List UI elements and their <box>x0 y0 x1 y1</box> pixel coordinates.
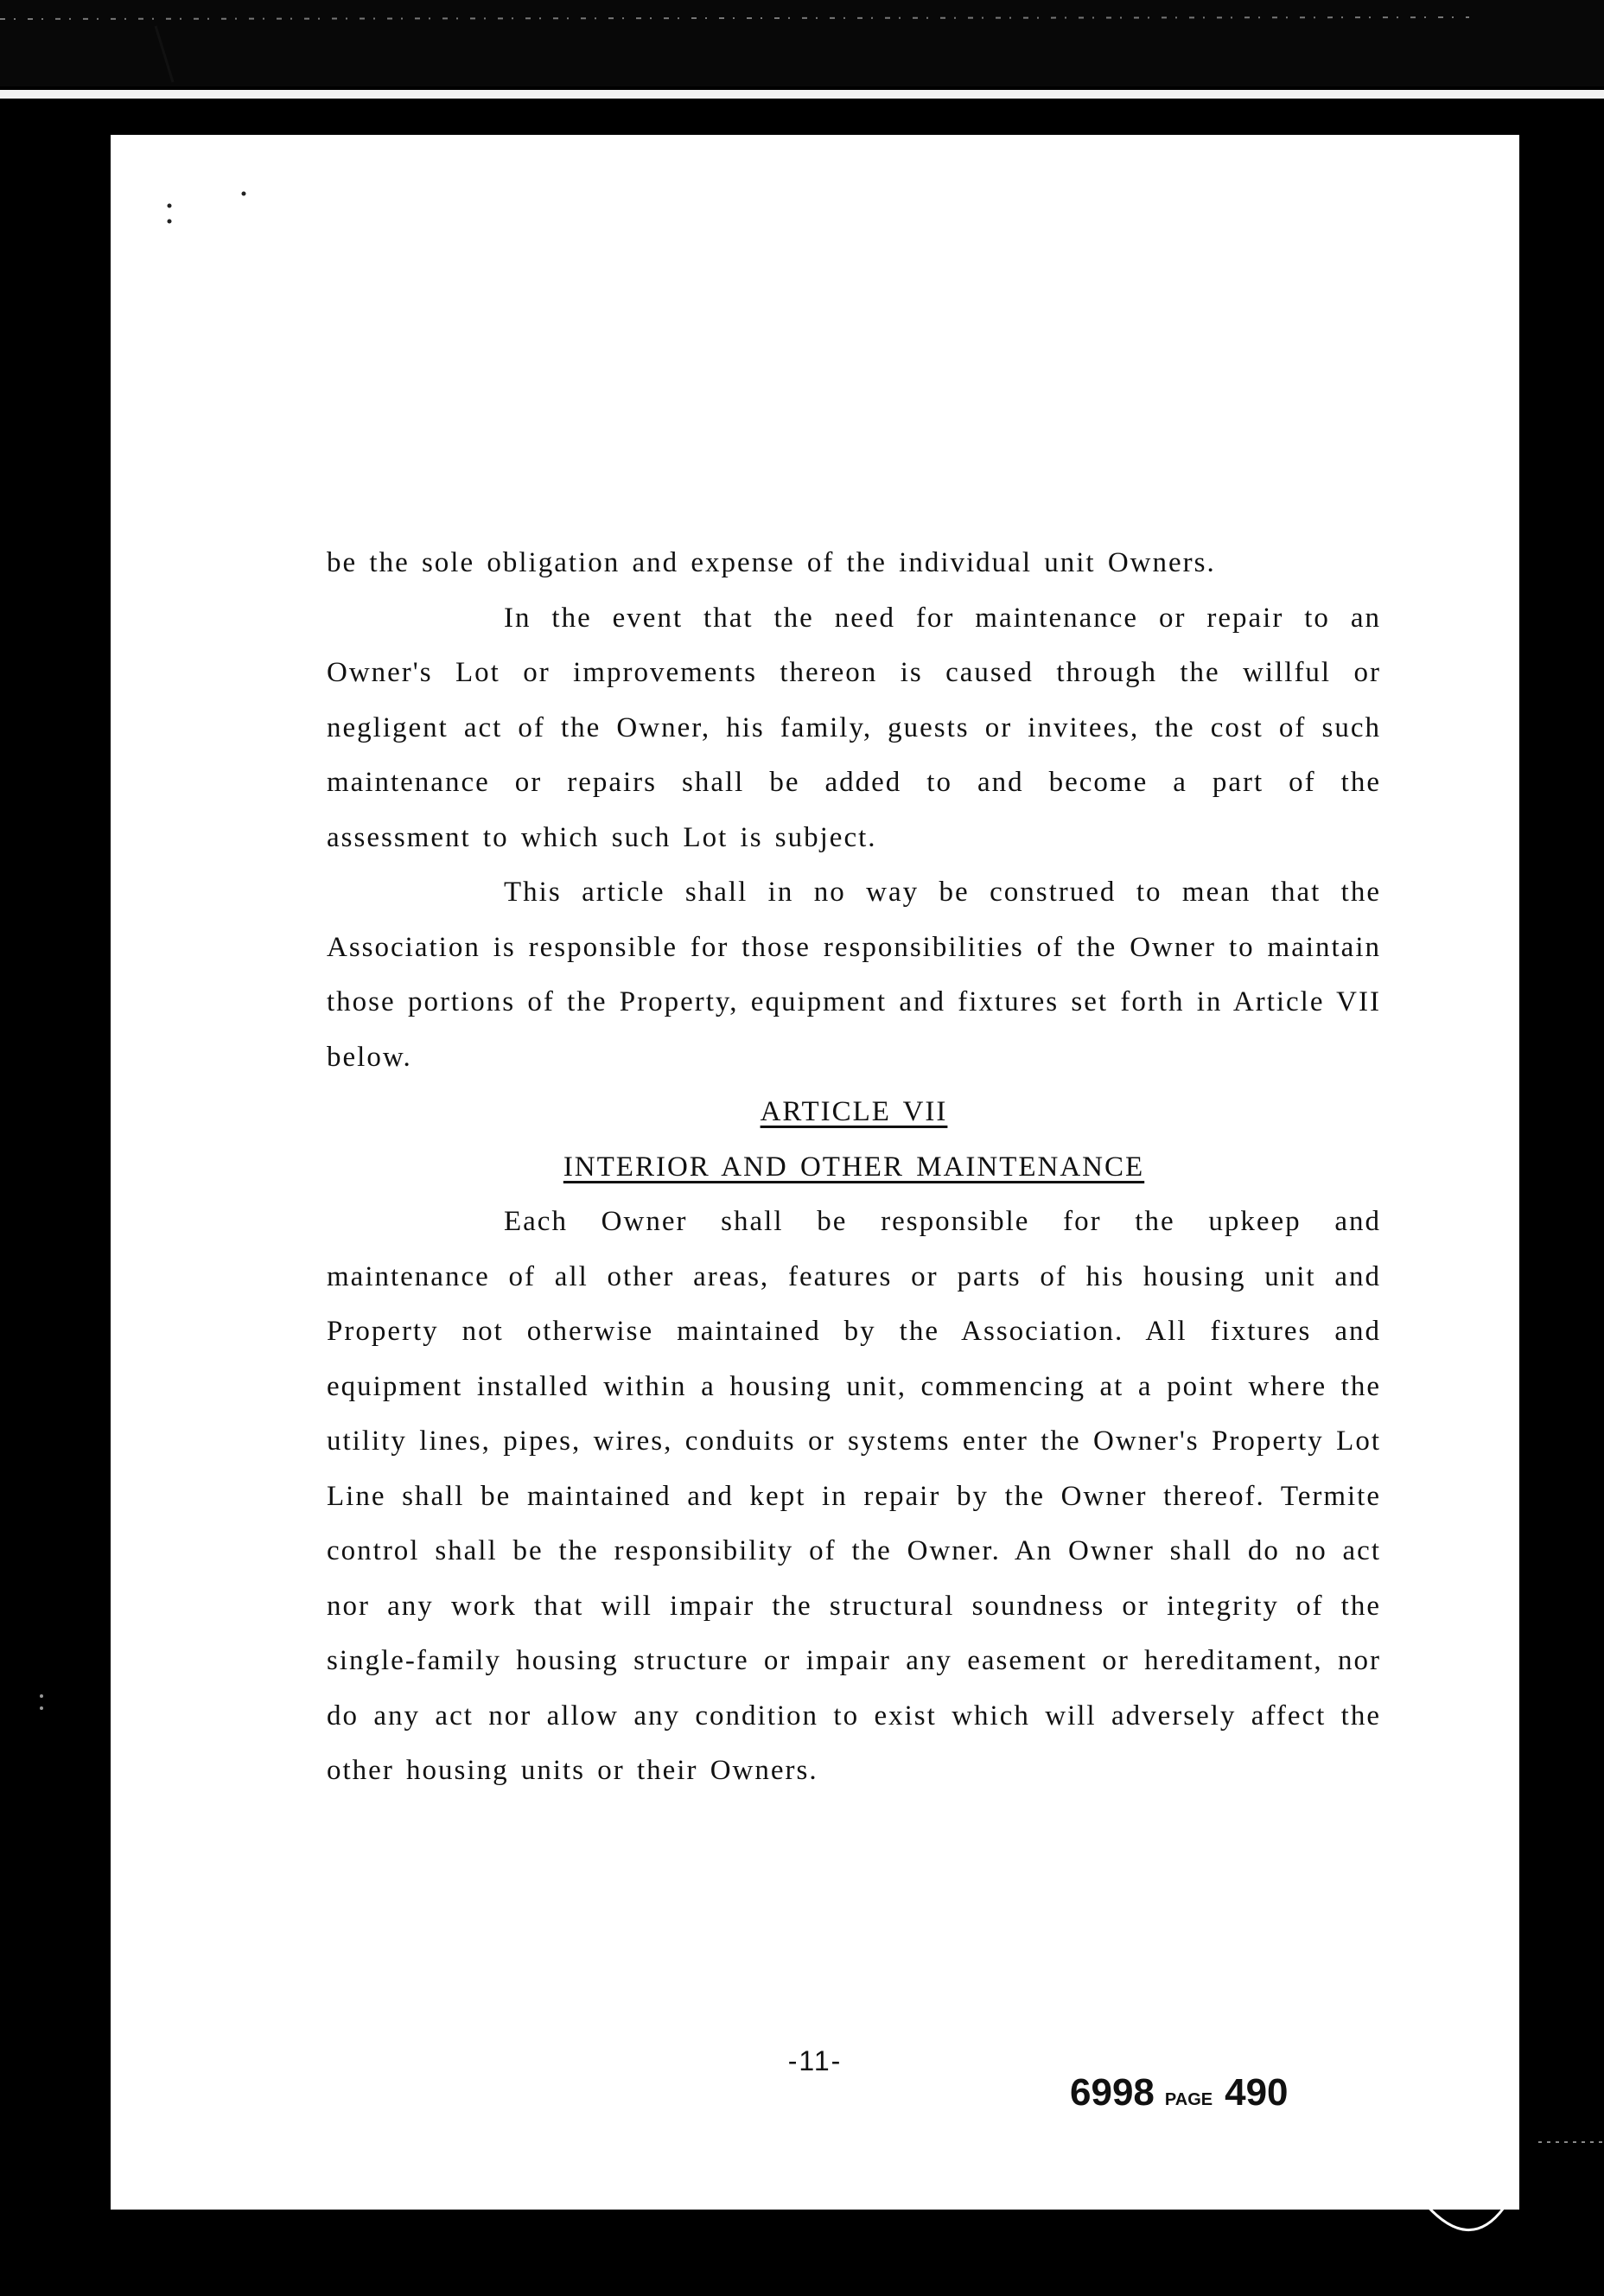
page-number: -11- <box>787 2045 843 2076</box>
recording-page-number: 490 <box>1225 2071 1289 2114</box>
article-number: ARTICLE VII <box>760 1096 948 1127</box>
article-title-heading <box>327 1140 1381 1196</box>
document-text <box>327 536 1381 1799</box>
paragraph-maintenance-cost: In the event that the need for maintenance or repair to an Owner's Lot or improvements thereon is caused through the willful or negligent act of the Owner, his family, guests or invitees, the cost of such maintenance or repairs shall be added to and become a part of the assessment to which such Lot is subject. <box>327 602 1381 853</box>
page-label: PAGE <box>1164 2090 1213 2109</box>
paragraph-article-body: Each Owner shall be responsible for the upkeep and maintenance of all other areas, features or parts of his housing unit and Property not otherwise maintained by the Association. All fixtures and equipment installed within a housing unit, commencing at a point where the utility lines, pipes, wires, conduits or systems enter the Owner's Property Lot Line shall be maintained and kept in repair by the Owner thereof. Termite control shall be the responsibility of the Owner. An Owner shall do no act nor any work that will impair the structural soundness or integrity of the single-family housing structure or impair any easement or hereditament, nor do any act nor allow any condition to exist which will adversely affect the other housing units or their Owners. <box>327 1206 1381 1786</box>
paragraph-continuation: be the sole obligation and expense of the individual unit Owners. <box>327 547 1216 578</box>
book-number: 6998 <box>1070 2071 1155 2114</box>
scan-top-rule <box>0 90 1604 99</box>
article-title: INTERIOR AND OTHER MAINTENANCE <box>563 1151 1145 1183</box>
book-page-reference <box>1070 2071 1289 2114</box>
document-page <box>111 135 1519 2210</box>
paragraph-construction: This article shall in no way be construed to mean that the Association is responsible for those responsibilities of the Owner to maintain those portions of the Property, equipment and fixtures set forth in Article VII below. <box>327 877 1381 1073</box>
scan-top-noise <box>0 10 1604 28</box>
article-number-heading <box>327 1085 1381 1140</box>
